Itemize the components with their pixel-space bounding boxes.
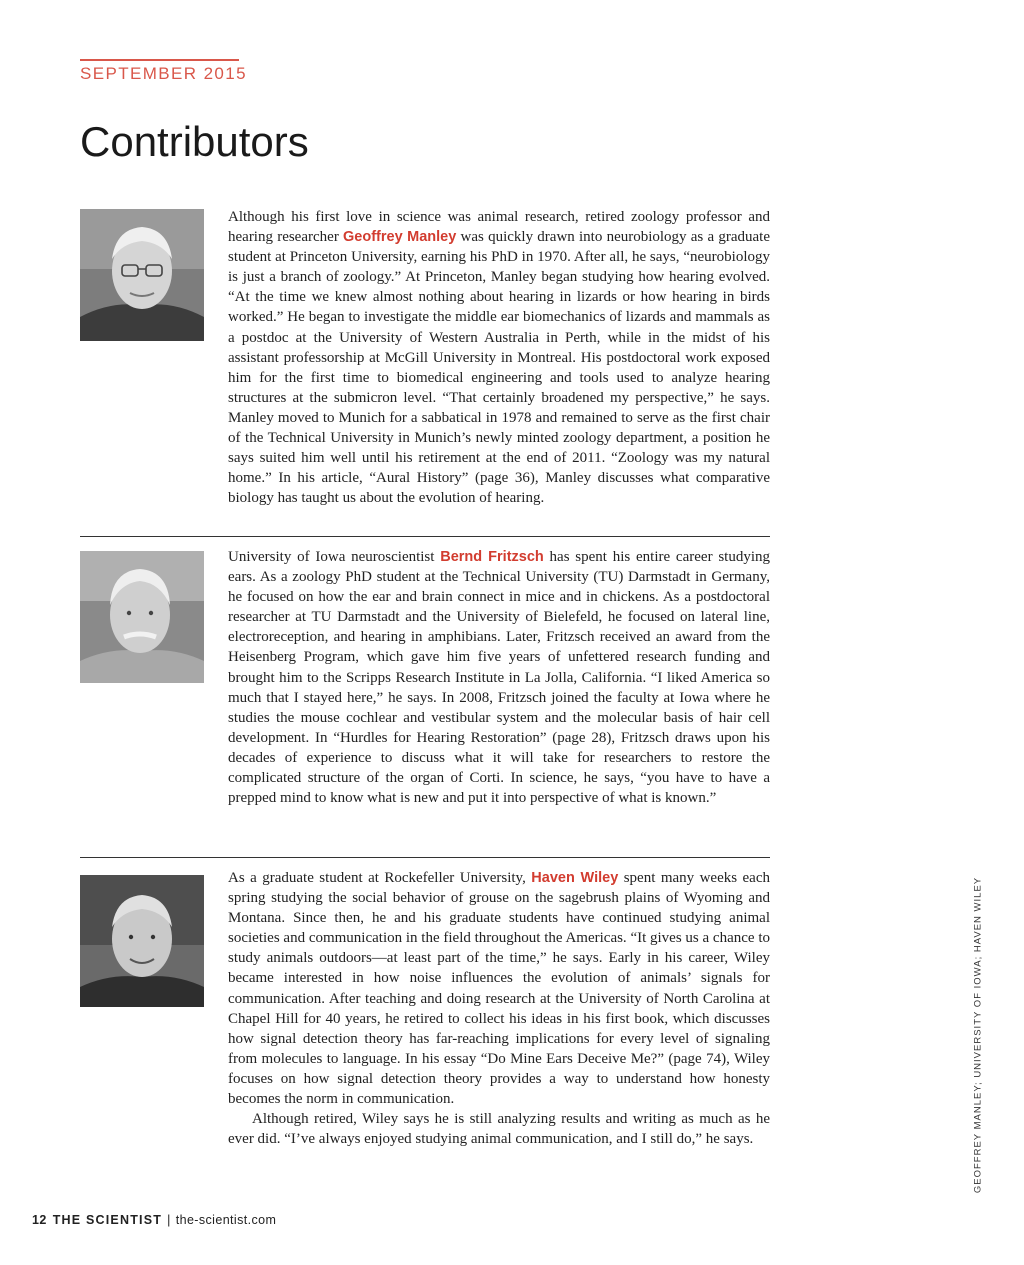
page-footer xyxy=(32,1213,276,1227)
contributor-photo-manley xyxy=(80,209,204,341)
header-rule xyxy=(80,59,239,61)
bio-paragraph: Although retired, Wiley says he is still analyzing results and writing as much as he ever did. “I’ve always enjoyed studying animal communication, and I still do,” he says. xyxy=(228,1111,770,1148)
bio-text: As a graduate student at Rockefeller University, xyxy=(228,870,532,886)
bio-text: has spent his entire career studying ears. As a zoology PhD student at the Technical University (TU) Darmstadt in Germany, he focused on how the ear and brain connect in mice and in chickens. As a postdoctoral researcher at TU Darmstadt and the University of Bielefeld, he focused on lateral line, electroreception, and hearing in amphibians. Later, Fritzsch received an award from the Heisenberg Program, which gave him five years of unfettered research funding and brought him to the Scripps Research Institute in La Jolla, California. “I liked America so much that I stayed here,” he says. In 2008, Fritzsch joined the faculty at Iowa where he studies the mouse cochlear and vestibular system and the molecular basis of hair cell development. In “Hurdles for Hearing Restoration” (page 28), Fritzsch draws upon his decades of experience to discuss what it will take for researchers to restore the complicated structure of the organ of Corti. In science, he says, “you have to have a prepped mind to know what is new and put it into perspective of what is known.” xyxy=(228,549,771,807)
portrait-image xyxy=(80,551,204,683)
page-number: 12 xyxy=(32,1213,47,1227)
contributor-photo-wiley xyxy=(80,875,204,1007)
bio-text: spent many weeks each spring studying the social behavior of grouse on the sagebrush plains of Wyoming and Montana. Since then, he and his graduate students have continued studying animal societies and communication in the field throughout the Americas. “It gives us a chance to study animals outdoors—at least part of the time,” he says. Early in his career, Wiley became interested in how noise influences the evolution of animals’ signals for communication. After teaching and doing research at the University of North Carolina at Chapel Hill for 40 years, he retired to collect his ideas in his first book, which discusses how signal detection theory has far-reaching implications for every level of signaling from molecules to language. In his essay “Do Mine Ears Deceive Me?” (page 74), Wiley focuses on how signal detection theory provides a way to understand how honesty becomes the norm in communication. xyxy=(228,870,770,1108)
section-divider xyxy=(80,857,770,858)
issue-date: SEPTEMBER 2015 xyxy=(80,64,247,83)
website-link[interactable]: the-scientist.com xyxy=(175,1213,277,1227)
photo-credit: GEOFFREY MANLEY; UNIVERSITY OF IOWA; HAVEN WILEY xyxy=(972,876,984,1194)
footer-separator: | xyxy=(167,1213,171,1227)
contributor-bio-wiley xyxy=(228,868,770,1149)
contributor-name: Haven Wiley xyxy=(531,870,619,886)
portrait-image xyxy=(80,875,204,1007)
contributor-photo-fritzsch xyxy=(80,551,204,683)
bio-paragraph xyxy=(228,868,770,1109)
bio-text: was quickly drawn into neurobiology as a graduate student at Princeton University, earning his PhD in 1970. After all, he says, “neurobiology is just a branch of zoology.” At Princeton, Manley began studying how hearing evolved. “At the time we knew almost nothing about hearing in lizards or how hearing in birds worked.” He began to investigate the middle ear biomechanics of lizards and mammals as a postdoc at the University of Western Australia in Perth, while in the midst of his assistant professorship at McGill University in Montreal. His postdoctoral work exposed him for the first time to biomedical engineering and tools used to analyze hearing structures at the submicron level. “That certainly broadened my perspective,” he says. Manley moved to Munich for a sabbatical in 1978 and remained to serve as the first chair of the Technical University in Munich’s newly minted zoology department, a position he says suited him well until his retirement at the end of 2011. “Zoology was my natural home.” In his article, “Aural History” (page 36), Manley discusses what comparative biology has taught us about the evolution of hearing. xyxy=(228,229,770,507)
bio-paragraph xyxy=(228,547,770,808)
bio-text: University of Iowa neuroscientist xyxy=(228,549,441,565)
contributor-bio-fritzsch xyxy=(228,547,770,808)
page-title: Contributors xyxy=(80,118,309,165)
magazine-name: THE SCIENTIST xyxy=(52,1213,163,1227)
section-divider xyxy=(80,536,770,537)
bio-text: Although his first love in science was animal research, retired zoology professor and hearing researcher xyxy=(228,209,770,246)
portrait-image xyxy=(80,209,204,341)
contributor-name: Geoffrey Manley xyxy=(343,229,457,246)
contributor-name: Bernd Fritzsch xyxy=(440,549,544,565)
bio-paragraph xyxy=(228,207,770,508)
contributor-bio-manley xyxy=(228,207,770,508)
